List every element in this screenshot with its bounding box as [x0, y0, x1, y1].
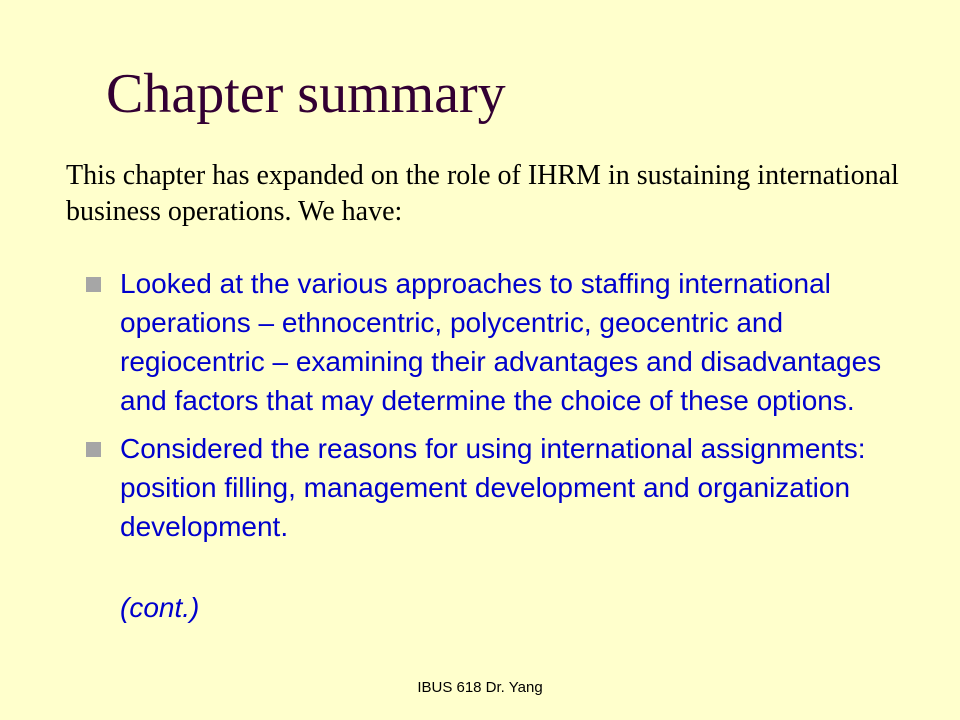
bullet-item — [86, 429, 906, 546]
slide-title: Chapter summary — [106, 63, 506, 125]
bullet-list — [86, 264, 906, 555]
bullet-text: Considered the reasons for using international assignments: position filling, management development and organization development. — [120, 433, 866, 542]
square-bullet-icon — [86, 442, 101, 457]
continuation-note: (cont.) — [120, 592, 200, 623]
slide-footer: IBUS 618 Dr. Yang — [417, 679, 543, 696]
intro-paragraph: This chapter has expanded on the role of IHRM in sustaining international business operations. We have: — [66, 160, 899, 227]
bullet-item — [86, 264, 906, 420]
bullet-text: Looked at the various approaches to staffing international operations – ethnocentric, polycentric, geocentric and regiocentric – examining their advantages and disadvantages and factors that may determine the choice of these options. — [120, 268, 882, 416]
square-bullet-icon — [86, 277, 101, 292]
